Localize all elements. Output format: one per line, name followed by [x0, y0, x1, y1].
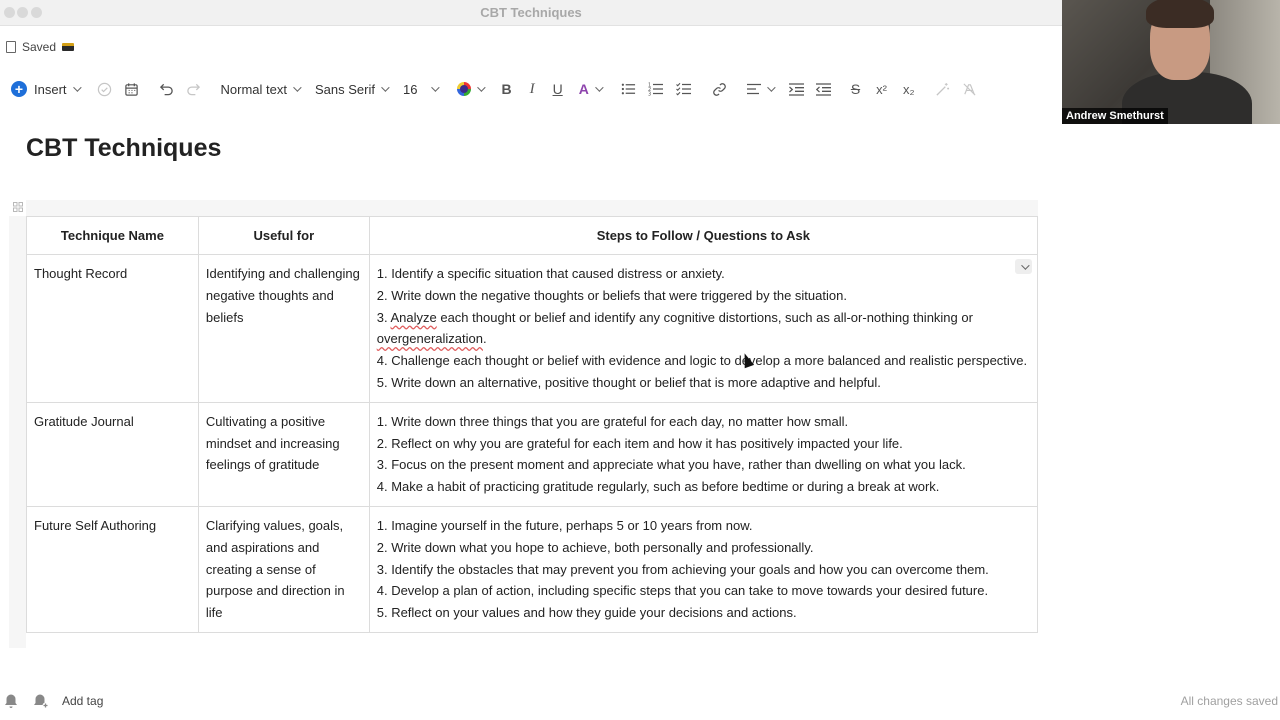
chevron-down-icon: [767, 83, 775, 91]
useful-for-cell[interactable]: Clarifying values, goals, and aspirations and creating a sense of purpose and direction in life: [198, 506, 369, 632]
undo-button[interactable]: [153, 75, 180, 103]
outdent-icon: [816, 83, 831, 96]
technique-name-cell[interactable]: Thought Record: [27, 255, 199, 403]
strikethrough-button[interactable]: [845, 75, 866, 103]
step-item: 4. Make a habit of practicing gratitude regularly, such as before bedtime or during a break at work.: [376, 479, 940, 495]
undo-icon: [159, 82, 174, 96]
font-family-value: Sans Serif: [314, 81, 375, 97]
redo-button[interactable]: [180, 75, 207, 103]
step-item: 3. Analyze each thought or belief and identify any cognitive distortions, such as all-or-nothing thinking or overgeneralization.: [376, 309, 973, 347]
page-title[interactable]: CBT Techniques: [26, 134, 222, 162]
indent-icon: [789, 83, 804, 96]
insert-button[interactable]: [5, 75, 85, 103]
font-family-dropdown[interactable]: [309, 75, 393, 103]
subscript-icon: x₂: [903, 81, 915, 97]
window-titlebar: [0, 0, 1062, 26]
paragraph-style-value: Normal text: [220, 81, 287, 97]
chevron-down-icon: [595, 83, 603, 91]
cell-options-chevron-icon[interactable]: [1015, 259, 1032, 274]
superscript-button[interactable]: [870, 75, 893, 103]
useful-for-cell[interactable]: Identifying and challenging negative thoughts and beliefs: [198, 255, 369, 403]
step-item: 5. Write down an alternative, positive thought or belief that is more adaptive and helpful.: [376, 374, 881, 390]
checklist-icon: [676, 82, 692, 96]
step-item: 2. Write down the negative thoughts or beliefs that were triggered by the situation.: [376, 287, 847, 303]
chevron-down-icon: [432, 83, 440, 91]
bell-plus-icon: [33, 693, 49, 709]
step-item: 3. Identify the obstacles that may prevent you from achieving your goals and how you can overcome them.: [376, 561, 989, 577]
clear-formatting-button[interactable]: [956, 75, 983, 103]
chevron-down-icon: [381, 83, 389, 91]
step-item: 3. Focus on the present moment and appreciate what you have, rather than dwelling on what you lack.: [376, 457, 966, 473]
plus-icon: +: [11, 81, 27, 97]
cbt-techniques-table: [26, 216, 1038, 633]
bullet-list-icon: [621, 82, 636, 96]
svg-text:2: 2: [647, 87, 651, 93]
magic-wand-icon: [935, 82, 950, 97]
insert-label: Insert: [34, 81, 67, 97]
table-row: [27, 506, 1038, 632]
superscript-icon: x²: [876, 81, 887, 97]
header-useful-for[interactable]: Useful for: [198, 217, 369, 255]
highlight-dropdown[interactable]: [573, 75, 607, 103]
header-technique-name[interactable]: Technique Name: [27, 217, 199, 255]
insert-link-button[interactable]: [706, 75, 733, 103]
spellcheck-word[interactable]: overgeneralization: [376, 331, 483, 347]
align-dropdown[interactable]: [741, 75, 779, 103]
table-row-bar[interactable]: [9, 216, 26, 648]
bold-button[interactable]: [495, 75, 517, 103]
formatting-toolbar: [0, 74, 1062, 104]
header-steps[interactable]: Steps to Follow / Questions to Ask: [369, 217, 1037, 255]
font-size-value: 16: [402, 81, 418, 97]
grid-handle-icon: [13, 202, 23, 212]
subscript-button[interactable]: [897, 75, 921, 103]
magic-format-button[interactable]: [929, 75, 956, 103]
useful-for-cell[interactable]: Cultivating a positive mindset and increasing feelings of gratitude: [198, 402, 369, 506]
svg-text:1: 1: [647, 82, 651, 89]
step-item: 1. Write down three things that you are grateful for each day, no matter how small.: [376, 413, 849, 429]
italic-icon: I: [529, 80, 535, 97]
indent-button[interactable]: [783, 75, 810, 103]
font-size-dropdown[interactable]: [397, 75, 443, 103]
add-tag-button[interactable]: Add tag: [62, 694, 104, 708]
steps-cell[interactable]: [369, 255, 1037, 403]
redo-icon: [186, 82, 201, 96]
save-status-text: All changes saved: [1180, 694, 1278, 708]
step-item: 1. Imagine yourself in the future, perhaps 5 or 10 years from now.: [376, 517, 753, 533]
check-circle-icon: [97, 82, 112, 97]
clear-formatting-icon: [962, 82, 977, 97]
saved-label: Saved: [22, 40, 57, 54]
participant-name: Andrew Smethurst: [1062, 108, 1168, 124]
window-title: CBT Techniques: [480, 5, 582, 20]
bullet-list-button[interactable]: [615, 75, 642, 103]
steps-cell[interactable]: [369, 402, 1037, 506]
underline-button[interactable]: [547, 75, 569, 103]
outdent-button[interactable]: [810, 75, 837, 103]
numbered-list-button[interactable]: [642, 75, 670, 103]
notebook-emoji-icon: [62, 43, 74, 51]
spellcheck-word[interactable]: Analyze: [390, 309, 437, 325]
save-status-row: [6, 38, 74, 56]
color-swatch-icon: [457, 82, 471, 96]
insert-date-button[interactable]: [118, 75, 145, 103]
numbered-list-icon: [648, 82, 664, 96]
checklist-button[interactable]: [670, 75, 698, 103]
document-icon: [6, 41, 16, 53]
step-item: 1. Identify a specific situation that caused distress or anxiety.: [376, 266, 725, 281]
text-color-dropdown[interactable]: [451, 75, 489, 103]
table-column-bar[interactable]: [26, 200, 1038, 216]
align-left-icon: [747, 83, 761, 95]
highlight-icon: A: [578, 81, 589, 97]
step-item: 2. Write down what you hope to achieve, both personally and professionally.: [376, 539, 814, 555]
bold-icon: B: [501, 81, 512, 97]
table-row: [27, 255, 1038, 403]
footer-bar: [0, 685, 1280, 720]
reminder-button[interactable]: [3, 693, 19, 712]
technique-name-cell[interactable]: Future Self Authoring: [27, 506, 199, 632]
check-circle-button[interactable]: [91, 75, 118, 103]
webcam-overlay: [1062, 0, 1280, 124]
calendar-icon: [124, 82, 139, 97]
chevron-down-icon: [293, 83, 301, 91]
svg-text:3: 3: [647, 91, 651, 96]
table-row: [27, 402, 1038, 506]
step-item: 4. Develop a plan of action, including specific steps that you can take to move towards your desired future.: [376, 583, 989, 599]
chevron-down-icon: [478, 83, 486, 91]
chevron-down-icon: [73, 83, 81, 91]
table-drag-handle[interactable]: [9, 198, 26, 216]
strikethrough-icon: S: [850, 81, 861, 97]
step-item: 5. Reflect on your values and how they guide your decisions and actions.: [376, 605, 797, 621]
underline-icon: U: [552, 81, 563, 97]
bell-icon: [3, 693, 19, 709]
paragraph-style-dropdown[interactable]: [215, 75, 305, 103]
add-reminder-button[interactable]: [33, 693, 49, 712]
step-item: 2. Reflect on why you are grateful for each item and how it has positively impacted your life.: [376, 435, 903, 451]
technique-name-cell[interactable]: Gratitude Journal: [27, 402, 199, 506]
steps-cell[interactable]: [369, 506, 1037, 632]
step-item: 4. Challenge each thought or belief with evidence and logic to develop a more balanced and realistic perspective.: [376, 353, 1028, 369]
table-header-row: [27, 217, 1038, 255]
italic-button[interactable]: [524, 75, 541, 103]
link-icon: [712, 82, 727, 97]
